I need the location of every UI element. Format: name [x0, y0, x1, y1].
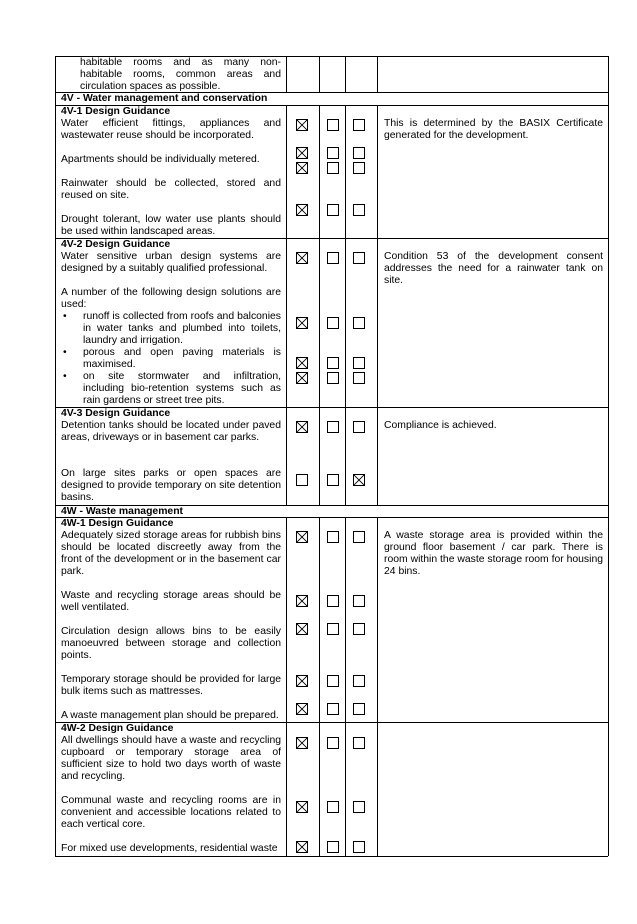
checkmark-x-icon — [297, 802, 307, 812]
does-not-comply-checkbox[interactable] — [327, 119, 339, 131]
column-divider — [286, 517, 287, 856]
not-applicable-checkbox[interactable] — [353, 737, 365, 749]
guidance-text: A waste management plan should be prepared. — [61, 710, 279, 721]
column-divider — [286, 105, 287, 505]
checkmark-x-icon — [297, 704, 307, 714]
continuation-text: habitable rooms and as many non-habitable rooms, common areas and circulation spaces as possible. — [80, 57, 281, 92]
table-bottom-border — [55, 856, 608, 857]
guidance-text: A number of the following design solutions are used: — [61, 287, 281, 310]
not-applicable-checkbox[interactable] — [353, 147, 365, 159]
guidance-text: Apartments should be individually metered. — [61, 154, 260, 165]
guidance-text: Drought tolerant, low water use plants should be used within landscaped areas. — [61, 214, 281, 237]
checkmark-x-icon — [354, 475, 364, 485]
guidance-text: Temporary storage should be provided for large bulk items such as mattresses. — [61, 674, 281, 697]
checkmark-x-icon — [297, 842, 307, 852]
checkmark-x-icon — [297, 318, 307, 328]
checkmark-x-icon — [297, 120, 307, 130]
guidance-text: For mixed use developments, residential waste — [61, 843, 278, 854]
does-not-comply-checkbox[interactable] — [327, 147, 339, 159]
does-not-comply-checkbox[interactable] — [327, 317, 339, 329]
section-heading: 4V - Water management and conservation — [61, 93, 268, 104]
complies-checkbox[interactable] — [296, 474, 308, 486]
complies-checkbox[interactable] — [296, 357, 308, 369]
not-applicable-checkbox[interactable] — [353, 801, 365, 813]
guidance-text: All dwellings should have a waste and recycling cupboard or temporary storage area of sufficient size to hold two days worth of waste and recycling. — [61, 735, 281, 782]
does-not-comply-checkbox[interactable] — [327, 841, 339, 853]
complies-checkbox[interactable] — [296, 372, 308, 384]
guidance-text: Water sensitive urban design systems are designed by a suitably qualified professional. — [61, 251, 281, 274]
does-not-comply-checkbox[interactable] — [327, 531, 339, 543]
does-not-comply-checkbox[interactable] — [327, 204, 339, 216]
complies-checkbox[interactable] — [296, 801, 308, 813]
complies-checkbox[interactable] — [296, 147, 308, 159]
complies-checkbox[interactable] — [296, 119, 308, 131]
checkmark-x-icon — [297, 738, 307, 748]
complies-checkbox[interactable] — [296, 252, 308, 264]
comment-text: This is determined by the BASIX Certificate generated for the development. — [384, 118, 603, 141]
group-title: 4W-2 Design Guidance — [61, 723, 174, 734]
not-applicable-checkbox[interactable] — [353, 252, 365, 264]
does-not-comply-checkbox[interactable] — [327, 703, 339, 715]
column-divider — [345, 517, 346, 856]
not-applicable-checkbox[interactable] — [353, 204, 365, 216]
not-applicable-checkbox[interactable] — [353, 162, 365, 174]
not-applicable-checkbox[interactable] — [353, 531, 365, 543]
checkmark-x-icon — [297, 205, 307, 215]
complies-checkbox[interactable] — [296, 317, 308, 329]
column-divider — [377, 517, 378, 856]
guidance-text: runoff is collected from roofs and balconies in water tanks and plumbed into toilets, laundry and irrigation. — [83, 311, 281, 346]
not-applicable-checkbox[interactable] — [353, 357, 365, 369]
group-title: 4V-2 Design Guidance — [61, 239, 171, 250]
guidance-text: On large sites parks or open spaces are designed to provide temporary on site detention basins. — [61, 468, 281, 503]
checkmark-x-icon — [297, 532, 307, 542]
complies-checkbox[interactable] — [296, 737, 308, 749]
checkmark-x-icon — [297, 624, 307, 634]
complies-checkbox[interactable] — [296, 623, 308, 635]
bullet-marker: • — [63, 371, 67, 382]
checkmark-x-icon — [297, 253, 307, 263]
column-divider — [377, 105, 378, 505]
column-divider — [286, 56, 287, 92]
guidance-text: porous and open paving materials is maximised. — [83, 347, 281, 370]
table-left-border — [55, 56, 56, 856]
does-not-comply-checkbox[interactable] — [327, 372, 339, 384]
group-title: 4W-1 Design Guidance — [61, 518, 174, 529]
group-title: 4V-1 Design Guidance — [61, 106, 171, 117]
column-divider — [377, 56, 378, 92]
does-not-comply-checkbox[interactable] — [327, 474, 339, 486]
column-divider — [345, 56, 346, 92]
not-applicable-checkbox[interactable] — [353, 703, 365, 715]
complies-checkbox[interactable] — [296, 675, 308, 687]
guidance-text: Rainwater should be collected, stored and reused on site. — [61, 178, 281, 201]
guidance-text: Adequately sized storage areas for rubbish bins should be located discreetly away from the front of the development or in the basement car park. — [61, 530, 281, 577]
does-not-comply-checkbox[interactable] — [327, 252, 339, 264]
does-not-comply-checkbox[interactable] — [327, 675, 339, 687]
comment-text: Condition 53 of the development consent addresses the need for a rainwater tank on site. — [384, 251, 603, 286]
complies-checkbox[interactable] — [296, 204, 308, 216]
column-divider — [319, 56, 320, 92]
does-not-comply-checkbox[interactable] — [327, 737, 339, 749]
complies-checkbox[interactable] — [296, 703, 308, 715]
guidance-text: Waste and recycling storage areas should be well ventilated. — [61, 590, 281, 613]
checkmark-x-icon — [297, 163, 307, 173]
checkmark-x-icon — [297, 148, 307, 158]
not-applicable-checkbox[interactable] — [353, 474, 365, 486]
not-applicable-checkbox[interactable] — [353, 317, 365, 329]
checkmark-x-icon — [297, 358, 307, 368]
not-applicable-checkbox[interactable] — [353, 841, 365, 853]
not-applicable-checkbox[interactable] — [353, 623, 365, 635]
table-right-border — [608, 56, 609, 856]
does-not-comply-checkbox[interactable] — [327, 357, 339, 369]
checkmark-x-icon — [297, 373, 307, 383]
not-applicable-checkbox[interactable] — [353, 421, 365, 433]
bullet-marker: • — [63, 311, 67, 322]
comment-text: Compliance is achieved. — [384, 420, 497, 431]
column-divider — [319, 105, 320, 505]
guidance-text: Circulation design allows bins to be easily manoeuvred between storage and collection points. — [61, 626, 281, 661]
guidance-text: Water efficient fittings, appliances and wastewater reuse should be incorporated. — [61, 118, 281, 141]
checkmark-x-icon — [297, 676, 307, 686]
complies-checkbox[interactable] — [296, 421, 308, 433]
column-divider — [345, 105, 346, 505]
complies-checkbox[interactable] — [296, 531, 308, 543]
checkmark-x-icon — [297, 422, 307, 432]
complies-checkbox[interactable] — [296, 162, 308, 174]
group-title: 4V-3 Design Guidance — [61, 408, 171, 419]
does-not-comply-checkbox[interactable] — [327, 595, 339, 607]
guidance-text: Communal waste and recycling rooms are in convenient and accessible locations related to each vertical core. — [61, 795, 281, 830]
does-not-comply-checkbox[interactable] — [327, 162, 339, 174]
does-not-comply-checkbox[interactable] — [327, 623, 339, 635]
section-heading: 4W - Waste management — [61, 506, 184, 517]
guidance-text: on site stormwater and infiltration, including bio-retention systems such as rain gardens or street tree pits. — [83, 371, 281, 406]
does-not-comply-checkbox[interactable] — [327, 421, 339, 433]
not-applicable-checkbox[interactable] — [353, 595, 365, 607]
not-applicable-checkbox[interactable] — [353, 119, 365, 131]
complies-checkbox[interactable] — [296, 841, 308, 853]
comment-text: A waste storage area is provided within the ground floor basement / car park. There is room within the waste storage room for housing 24 bins. — [384, 530, 603, 577]
column-divider — [319, 517, 320, 856]
does-not-comply-checkbox[interactable] — [327, 801, 339, 813]
not-applicable-checkbox[interactable] — [353, 675, 365, 687]
checkmark-x-icon — [297, 596, 307, 606]
complies-checkbox[interactable] — [296, 595, 308, 607]
bullet-marker: • — [63, 347, 67, 358]
not-applicable-checkbox[interactable] — [353, 372, 365, 384]
guidance-text: Detention tanks should be located under paved areas, driveways or in basement car parks. — [61, 420, 281, 443]
